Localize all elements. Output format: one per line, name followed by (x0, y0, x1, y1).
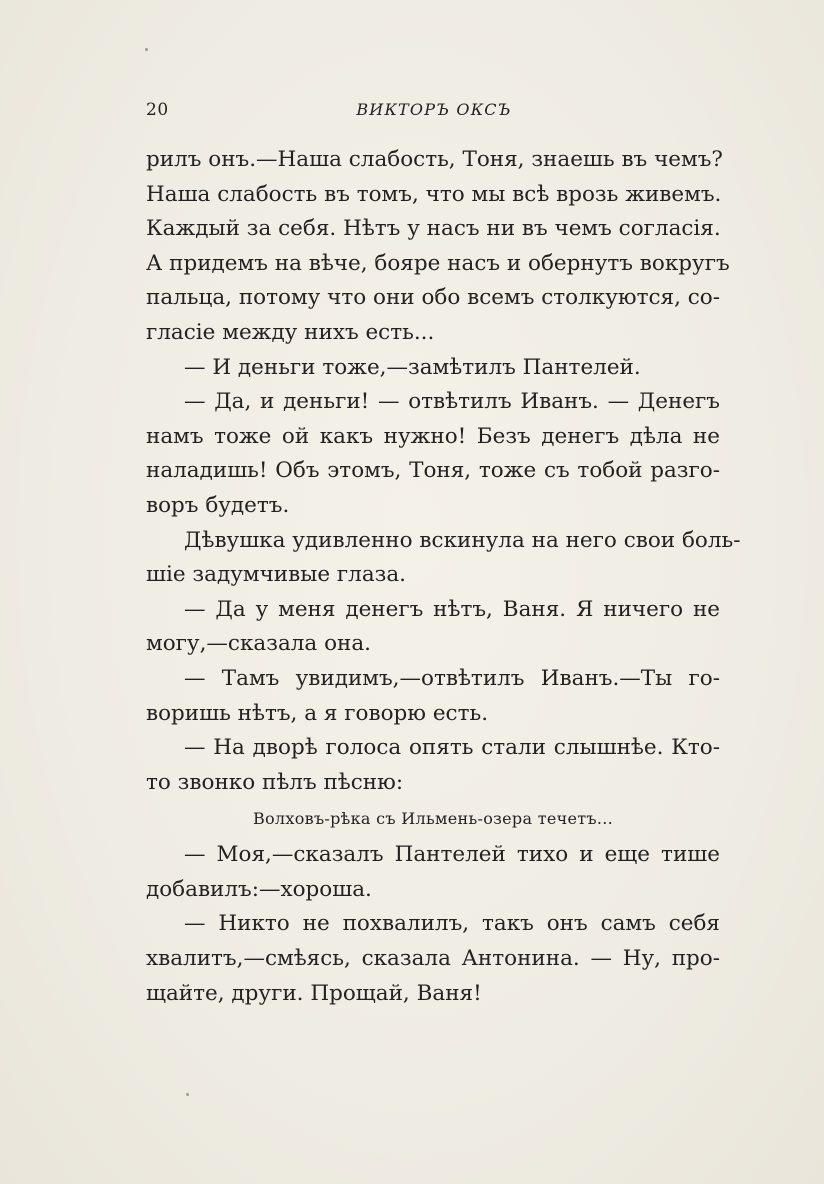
text-line: намъ тоже ой какъ нужно! Безъ денегъ дѣла не (146, 423, 720, 449)
text-line: хвалитъ,—смѣясь, сказала Антонина. — Ну, про- (146, 946, 720, 972)
running-title: ВИКТОРЪ ОКСЪ (356, 100, 512, 119)
text-line: воръ будетъ. (146, 492, 290, 518)
text-line: — И деньги тоже,—замѣтилъ Пантелей. (184, 354, 641, 380)
text-line: рилъ онъ.—Наша слабость, Тоня, знаешь въ чемъ? (146, 147, 723, 172)
text-line: — Никто не похвалилъ, такъ онъ самъ себя (184, 911, 720, 937)
text-line: — Моя,—сказалъ Пантелей тихо и еще тише (184, 842, 720, 868)
paper-speck (145, 48, 148, 51)
text-line: гласіе между нихъ есть... (146, 319, 435, 345)
text-line: — Да, и деньги! — отвѣтилъ Иванъ. — Денегъ (184, 389, 720, 415)
page-number: 20 (146, 100, 169, 120)
paper-speck (186, 1093, 189, 1096)
text-line: — Тамъ увидимъ,—отвѣтилъ Иванъ.—Ты го- (184, 665, 720, 691)
text-line: пальца, потому что они обо всемъ столкуются, со- (146, 285, 721, 311)
verse-line: Волховъ-рѣка съ Ильмень-озера течетъ... (252, 809, 614, 829)
text-line: А придемъ на вѣче, бояре насъ и обернутъ вокругъ (146, 250, 730, 276)
text-line: Каждый за себя. Нѣтъ у насъ ни въ чемъ согласія. (146, 216, 721, 242)
text-line: воришь нѣтъ, а я говорю есть. (146, 700, 489, 726)
text-line: щайте, други. Прощай, Ваня! (146, 980, 482, 1006)
text-line: Дѣвушка удивленно вскинула на него свои боль- (184, 527, 741, 553)
page-header (146, 98, 722, 128)
text-line: — На дворѣ голоса опять стали слышнѣе. Кто- (184, 735, 720, 761)
text-line: шіе задумчивые глаза. (146, 562, 407, 588)
text-line: Наша слабость въ томъ, что мы всѣ врозь живемъ. (146, 181, 722, 207)
text-line: добавилъ:—хороша. (146, 876, 372, 902)
text-line: могу,—сказала она. (146, 631, 371, 657)
text-line: то звонко пѣлъ пѣсню: (146, 769, 404, 795)
text-line: наладишь! Объ этомъ, Тоня, тоже съ тобой разго- (146, 458, 720, 484)
text-line: — Да у меня денегъ нѣтъ, Ваня. Я ничего не (184, 596, 720, 622)
body-text (146, 143, 741, 1011)
